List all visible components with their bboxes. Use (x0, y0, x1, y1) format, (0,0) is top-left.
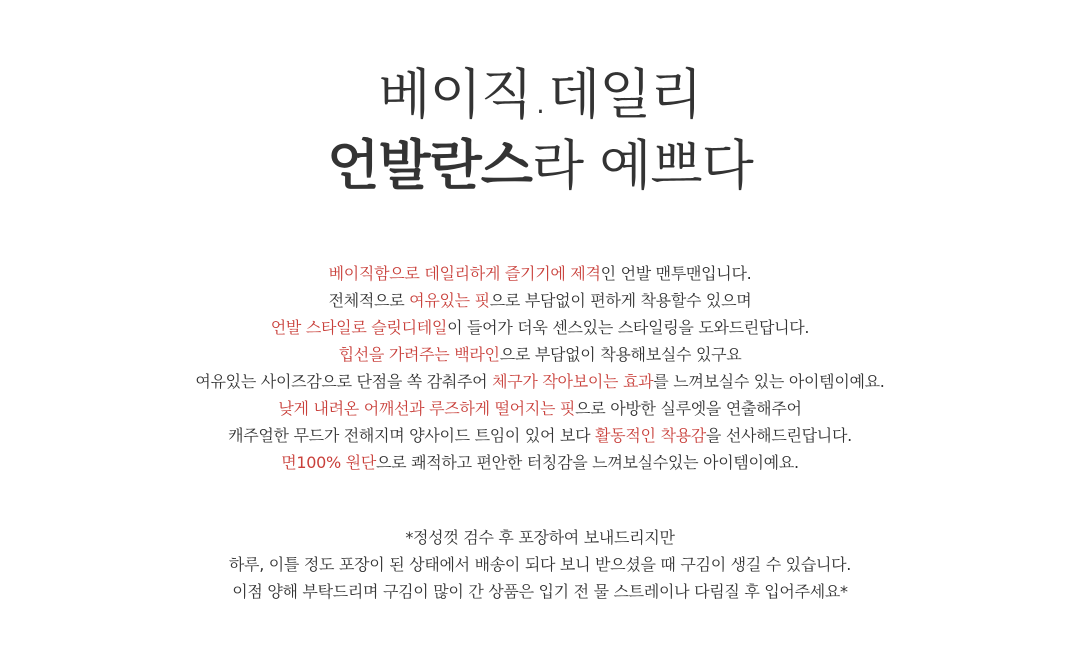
description-text: 으로 부담없이 편하게 착용할수 있으며 (489, 291, 752, 310)
description-text: 캐주얼한 무드가 전해지며 양사이드 트임이 있어 보다 (228, 426, 596, 445)
description-line (0, 449, 1080, 476)
description-line (0, 395, 1080, 422)
headline-line-1 (0, 62, 1080, 128)
highlight-text: 언발 스타일로 슬릿디테일 (270, 318, 448, 337)
description-line (0, 368, 1080, 395)
description-text: 으로 부담없이 착용해보실수 있구요 (499, 345, 742, 364)
headline-line-1-text: 베이직.데일리 (378, 63, 702, 126)
notice-line: 이점 양해 부탁드리며 구김이 많이 간 상품은 입기 전 물 스트레이나 다림질 후 입어주세요* (232, 582, 848, 601)
description-text: 으로 아방한 실루엣을 연출해주어 (575, 399, 802, 418)
highlight-text: 체구가 작아보이는 효과 (492, 372, 654, 391)
description-line (0, 287, 1080, 314)
notice-line: 하루, 이틀 정도 포장이 된 상태에서 배송이 되다 보니 받으셨을 때 구김이 생길 수 있습니다. (228, 555, 852, 574)
description-line (0, 314, 1080, 341)
highlight-text: 면100% 원단 (281, 453, 376, 472)
highlight-text: 베이직함으로 데일리하게 즐기기에 제격 (328, 264, 601, 283)
description-text: 를 느껴보실수 있는 아이템이예요. (653, 372, 885, 391)
care-notice (0, 524, 1080, 605)
description-text: 전체적으로 (328, 291, 410, 310)
description-text: 인 언발 맨투맨입니다. (600, 264, 752, 283)
headline-rest-text: 라 예쁘다 (531, 134, 753, 197)
description-line (0, 422, 1080, 449)
headline-line-2 (0, 133, 1080, 199)
description-line (0, 260, 1080, 287)
description-text: 으로 쾌적하고 편안한 터칭감을 느껴보실수있는 아이템이예요. (376, 453, 799, 472)
headline-bold-text: 언발란스 (327, 134, 532, 197)
highlight-text: 힙선을 가려주는 백라인 (338, 345, 500, 364)
description-text: 이 들어가 더욱 센스있는 스타일링을 도와드린답니다. (447, 318, 810, 337)
description-text: 여유있는 사이즈감으로 단점을 쏙 감춰주어 (195, 372, 493, 391)
product-description (0, 260, 1080, 476)
notice-line: *정성껏 검수 후 포장하여 보내드리지만 (405, 528, 675, 547)
highlight-text: 여유있는 핏 (409, 291, 490, 310)
highlight-text: 활동적인 착용감 (595, 426, 706, 445)
description-line (0, 341, 1080, 368)
highlight-text: 낮게 내려온 어깨선과 루즈하게 떨어지는 핏 (278, 399, 576, 418)
description-text: 을 선사해드린답니다. (705, 426, 852, 445)
